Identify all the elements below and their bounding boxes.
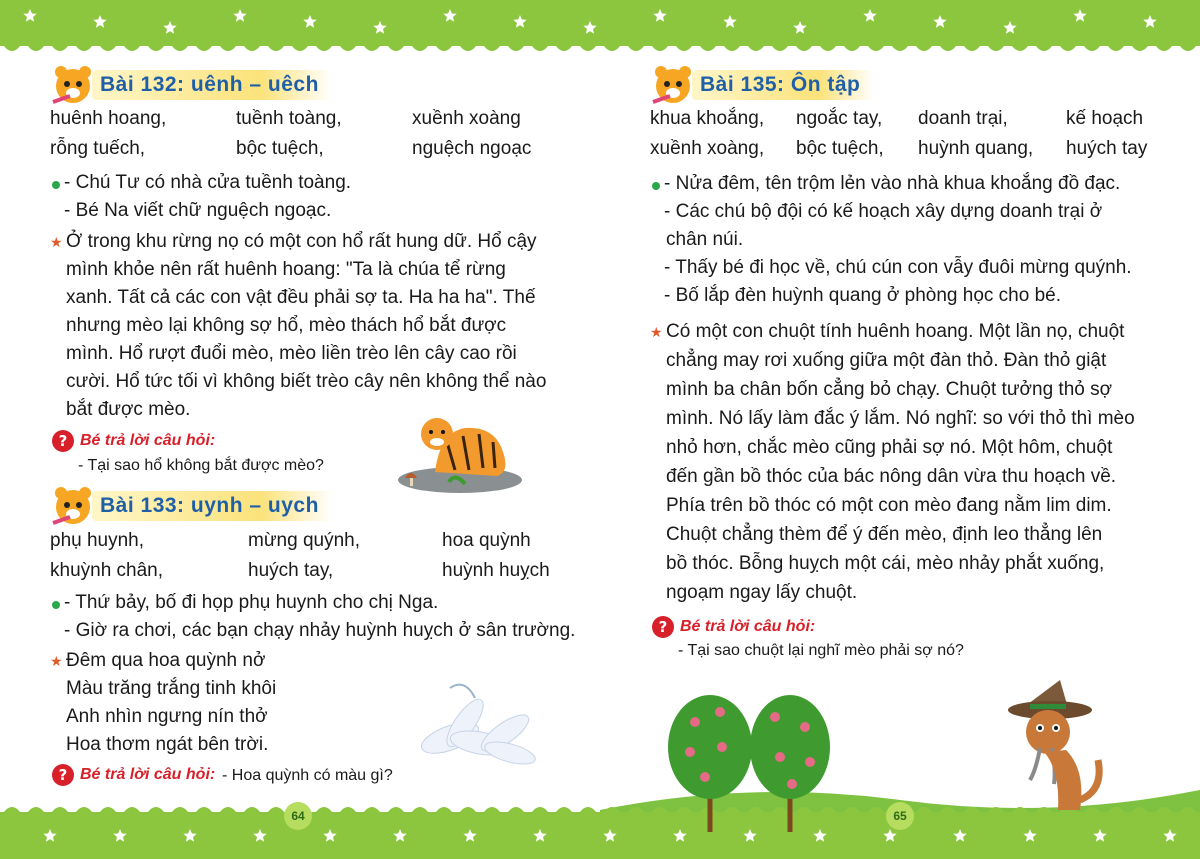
story-line: nhưng mèo lại không sợ hổ, mèo thách hổ bắt được: [66, 315, 507, 336]
word: xuềnh xoàng,: [650, 138, 765, 159]
word: huênh hoang,: [50, 108, 167, 129]
sentence-line: - Các chú bộ đội có kế hoạch xây dựng doanh trại ở: [664, 201, 1103, 222]
sentence-line: chân núi.: [666, 229, 744, 250]
page-number: 64: [284, 802, 312, 830]
question-mark-icon: ?: [52, 430, 74, 452]
sentence-line: - Bố lắp đèn huỳnh quang ở phòng học cho bé.: [664, 285, 1061, 306]
question-label: Bé trả lời câu hỏi:: [80, 432, 216, 449]
word: mừng quýnh,: [248, 530, 361, 551]
tiger-mascot-icon: [50, 483, 96, 529]
lesson-132-header: [50, 62, 333, 108]
question-text: - Hoa quỳnh có màu gì?: [222, 767, 393, 784]
question-text: - Tại sao chuột lại nghĩ mèo phải sợ nó?: [678, 642, 964, 659]
question-label: Bé trả lời câu hỏi:: [680, 618, 816, 635]
story-line: bồ thóc. Bỗng huỵch một cái, mèo nhảy phắt xuống,: [666, 553, 1105, 574]
sentence-line: - Giờ ra chơi, các bạn chạy nhảy huỳnh huỵch ở sân trường.: [64, 620, 576, 641]
story-line: Có một con chuột tính huênh hoang. Một lần nọ, chuột: [666, 321, 1125, 342]
story-line: mình. Hổ rượt đuổi mèo, mèo liền trèo lên cây cao rồi: [66, 343, 517, 364]
story-line: chẳng may rơi xuống giữa một đàn thỏ. Đàn thỏ giật: [666, 350, 1107, 371]
word: huỳnh quang,: [918, 138, 1034, 159]
word: nguệch ngoạc: [412, 138, 532, 159]
sentence-line: - Thấy bé đi học về, chú cún con vẫy đuôi mừng quýnh.: [664, 257, 1132, 278]
story-line: Chuột chẳng thèm để ý đến mèo, định leo thẳng lên: [666, 524, 1103, 545]
story-line: Ở trong khu rừng nọ có một con hổ rất hung dữ. Hổ cậy: [66, 231, 537, 252]
poem-line: Anh nhìn ngưng nín thở: [66, 706, 268, 727]
sentence-line: - Nửa đêm, tên trộm lẻn vào nhà khua khoắng đồ đạc.: [664, 173, 1121, 194]
poem-line: Hoa thơm ngát bên trời.: [66, 734, 269, 755]
question-label: Bé trả lời câu hỏi:: [80, 766, 216, 783]
page-number: 65: [886, 802, 914, 830]
word: bộc tuệch,: [236, 138, 324, 159]
word: tuềnh toàng,: [236, 108, 342, 129]
sentence-line: - Chú Tư có nhà cửa tuềnh toàng.: [64, 172, 352, 193]
story-line: mình ba chân bốn cẳng bỏ chạy. Chuột tưởng thỏ sợ: [666, 379, 1113, 400]
green-dot-icon: [52, 601, 60, 609]
orange-star-icon: ★: [50, 654, 63, 670]
story-line: nhỏ hơn, chắc mèo cũng phải sợ nó. Một hôm, chuột: [666, 437, 1113, 458]
lesson-133-title: Bài 133: uynh – uych: [92, 491, 333, 521]
word: khua khoắng,: [650, 108, 765, 129]
sentence-line: - Bé Na viết chữ nguệch ngoạc.: [64, 200, 332, 221]
question-text: - Tại sao hổ không bắt được mèo?: [78, 457, 324, 474]
word: kế hoạch: [1066, 108, 1144, 129]
word: hoa quỳnh: [442, 530, 531, 551]
story-line: cười. Hổ tức tối vì không biết trèo cây nên không thể nào: [66, 371, 547, 392]
orange-star-icon: ★: [650, 325, 663, 341]
tiger-illustration: [385, 402, 525, 494]
tiger-mascot-icon: [50, 62, 96, 108]
story-line: đến gần bồ thóc của bác nông dân vừa thu hoạch về.: [666, 466, 1117, 487]
lesson-135-header: [650, 62, 874, 108]
word: phụ huynh,: [50, 530, 145, 551]
green-dot-icon: [52, 181, 60, 189]
tiger-mascot-icon: [650, 62, 696, 108]
lesson-132-title: Bài 132: uênh – uêch: [92, 70, 333, 100]
word: bộc tuệch,: [796, 138, 884, 159]
cat-with-hat-illustration: [1000, 680, 1110, 830]
word: doanh trại,: [918, 108, 1008, 129]
question-mark-icon: ?: [652, 616, 674, 638]
story-line: ngoạm ngay lấy chuột.: [666, 582, 858, 603]
word: huỳnh huỵch: [442, 560, 550, 581]
orange-star-icon: ★: [50, 235, 63, 251]
word: xuềnh xoàng: [412, 108, 521, 129]
word: ngoắc tay,: [796, 108, 883, 129]
story-line: xanh. Tất cả các con vật đều phải sợ ta. Ha ha ha". Thế: [66, 287, 536, 308]
poem-line: Màu trăng trắng tinh khôi: [66, 678, 277, 699]
poem-line: Đêm qua hoa quỳnh nở: [66, 650, 266, 671]
word: rỗng tuếch,: [50, 138, 146, 159]
top-scallop-edge: [0, 40, 1200, 62]
lesson-133-header: [50, 483, 333, 529]
rose-bushes-illustration: [660, 692, 840, 832]
story-line: bắt được mèo.: [66, 399, 191, 420]
lesson-135-title: Bài 135: Ôn tập: [692, 70, 874, 100]
word: huých tay,: [248, 560, 334, 581]
word: huých tay: [1066, 138, 1148, 159]
story-line: mình. Nó lấy làm đắc ý lắm. Nó nghĩ: so với thỏ thì mèo: [666, 408, 1135, 429]
word: khuỳnh chân,: [50, 560, 164, 581]
story-line: mình khỏe nên rất huênh hoang: "Ta là chúa tể rừng: [66, 259, 506, 280]
story-line: Phía trên bồ thóc có một con mèo đang nằm lim dim.: [666, 495, 1112, 516]
sentence-line: - Thứ bảy, bố đi họp phụ huynh cho chị Nga.: [64, 592, 439, 613]
flower-illustration: [410, 668, 550, 780]
question-mark-icon: ?: [52, 764, 74, 786]
green-dot-icon: [652, 182, 660, 190]
